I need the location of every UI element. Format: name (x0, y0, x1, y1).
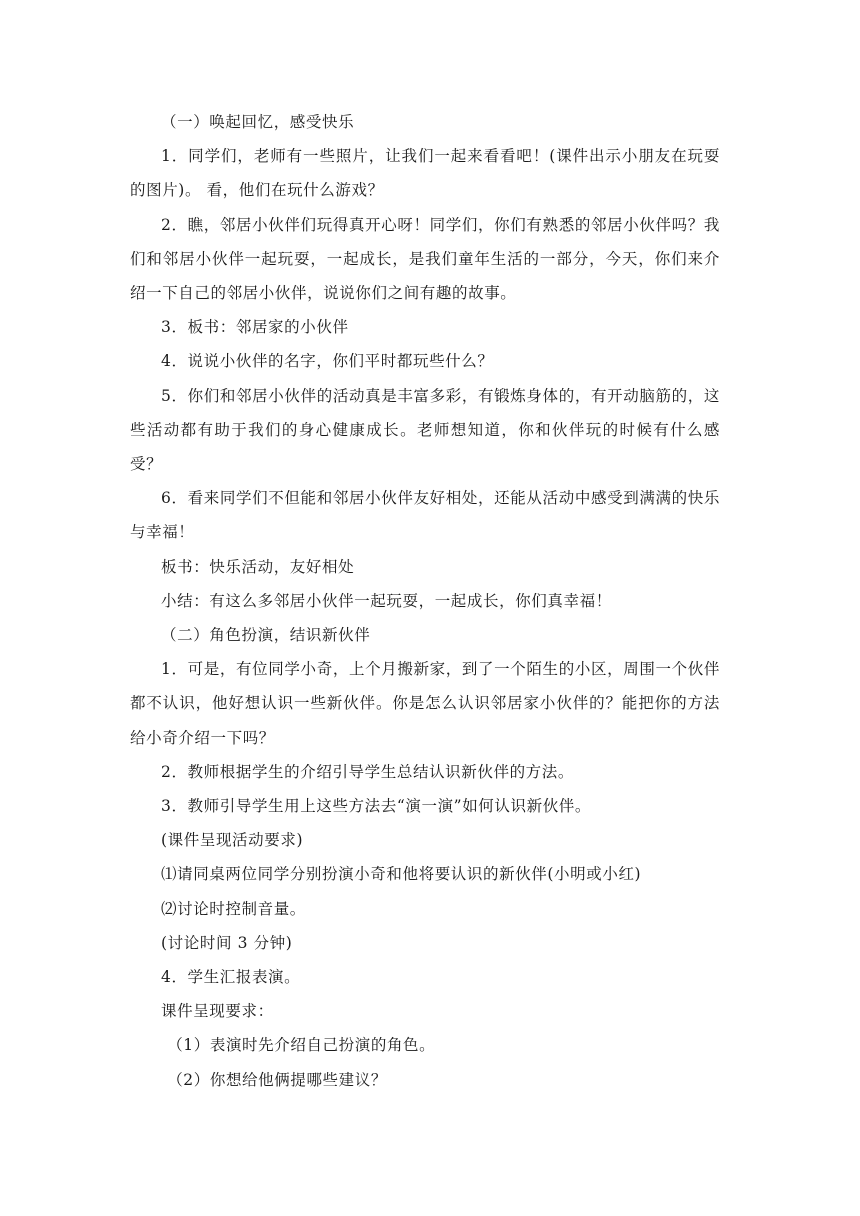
paragraph: 4．说说小伙伴的名字，你们平时都玩些什么？ (161, 352, 494, 371)
paragraph: (讨论时间 3 分钟) (161, 933, 293, 952)
paragraph: ⑵讨论时控制音量。 (161, 899, 306, 918)
paragraph: 1．同学们，老师有一些照片，让我们一起来看看吧！(课件出示小朋友在玩耍的图片)。 看，他们在玩什么游戏？ (130, 147, 720, 200)
paragraph: 4．学生汇报表演。 (161, 968, 301, 987)
section-heading-2: （二）角色扮演，结识新伙伴 (161, 626, 371, 645)
paragraph: 2．教师根据学生的介绍引导学生总结认识新伙伴的方法。 (161, 762, 574, 781)
document-page (130, 105, 720, 1097)
paragraph: 3．板书：邻居家的小伙伴 (161, 318, 349, 337)
section-heading-1: （一）唤起回忆，感受快乐 (161, 113, 355, 131)
paragraph: (课件呈现活动要求) (161, 831, 304, 850)
summary: 小结：有这么多邻居小伙伴一起玩耍，一起成长，你们真幸福！ (161, 591, 612, 610)
paragraph: 5．你们和邻居小伙伴的活动真是丰富多彩，有锻炼身体的，有开动脑筋的，这些活动都有助于我们的身心健康成长。老师想知道，你和伙伴玩的时候有什么感受？ (130, 386, 720, 474)
paragraph: 3．教师引导学生用上这些方法去“演一演”如何认识新伙伴。 (161, 797, 592, 816)
paragraph: （2）你想给他俩提哪些建议？ (167, 1070, 387, 1089)
board-note: 板书：快乐活动，友好相处 (161, 557, 355, 576)
paragraph: 2．瞧，邻居小伙伴们玩得真开心呀！同学们，你们有熟悉的邻居小伙伴吗？我们和邻居小伙伴一起玩耍，一起成长，是我们童年生活的一部分，今天，你们来介绍一下自己的邻居小伙伴，说说你们之间有趣的故事。 (130, 215, 720, 303)
paragraph: （1）表演时先介绍自己扮演的角色。 (167, 1036, 436, 1055)
paragraph: 6．看来同学们不但能和邻居小伙伴友好相处，还能从活动中感受到满满的快乐与幸福！ (130, 489, 720, 542)
paragraph: 课件呈现要求： (161, 1002, 274, 1021)
paragraph: 1．可是，有位同学小奇，上个月搬新家，到了一个陌生的小区，周围一个伙伴都不认识，他好想认识一些新伙伴。你是怎么认识邻居家小伙伴的？能把你的方法给小奇介绍一下吗？ (130, 660, 720, 747)
paragraph: ⑴请同桌两位同学分别扮演小奇和他将要认识的新伙伴(小明或小红) (161, 865, 642, 884)
